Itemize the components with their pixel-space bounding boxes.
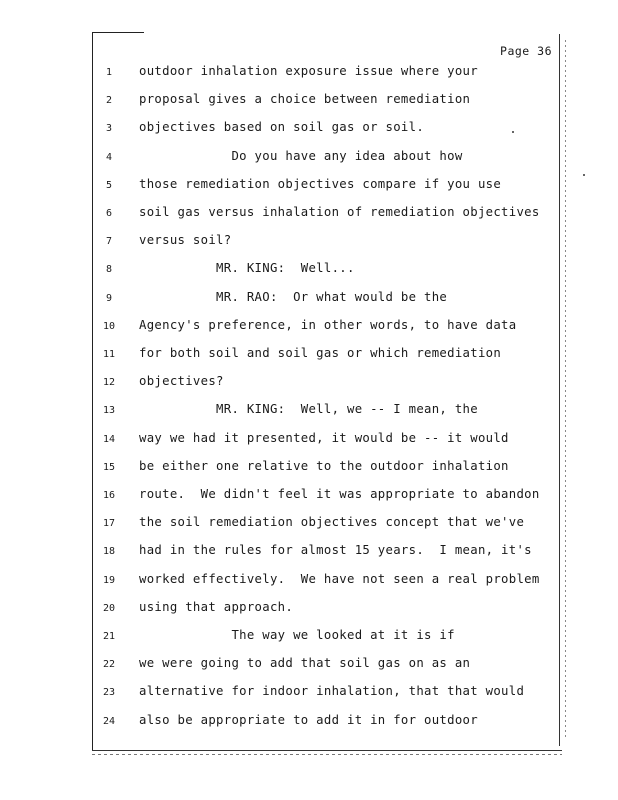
line-number: 24 [102,715,116,727]
line-number: 19 [102,574,116,586]
line-number: 21 [102,631,116,642]
transcript-line [0,177,600,197]
transcript-line [0,205,600,225]
line-text: Do you have any idea about how [139,148,463,163]
line-text: soil gas versus inhalation of remediation objectives [139,205,540,219]
line-text: Agency's preference, in other words, to have data [139,317,517,332]
page-number: Page 36 [500,44,552,58]
line-number: 8 [105,264,113,276]
line-text: MR. KING: Well... [139,261,355,276]
transcript-line [0,684,600,704]
line-text: had in the rules for almost 15 years. I mean, it's [139,543,532,558]
line-number: 4 [105,151,113,163]
transcript-line [0,515,600,535]
transcript-line [0,120,600,140]
transcript-line [0,656,600,676]
transcript-line [0,459,600,479]
transcript-line [0,64,600,84]
line-number: 20 [102,602,116,614]
line-text: those remediation objectives compare if you use [139,176,502,191]
page-frame-bottom-dotted [92,754,562,755]
line-text: alternative for indoor inhalation, that that would [139,684,525,699]
line-number: 13 [102,405,116,417]
line-text: outdoor inhalation exposure issue where your [139,64,478,78]
line-number: 17 [102,518,116,530]
line-text: the soil remediation objectives concept that we've [139,515,525,530]
transcript-line [0,543,600,563]
transcript-line [0,600,600,620]
line-number: 12 [102,377,116,389]
line-text: route. We didn't feel it was appropriate to abandon [139,487,540,501]
line-text: also be appropriate to add it in for outdoor [139,712,478,727]
transcript-line [0,290,600,310]
line-text: be either one relative to the outdoor inhalation [139,458,509,473]
transcript-line [0,713,600,733]
line-number: 9 [105,292,113,304]
transcript-line [0,233,600,253]
line-number: 7 [105,236,113,248]
line-text: for both soil and soil gas or which remediation [139,346,502,360]
line-number: 11 [102,349,116,360]
page-frame-bottom [92,750,562,751]
page-frame-tick [92,32,144,33]
line-number: 1 [105,67,113,78]
line-number: 23 [102,687,116,699]
line-number: 10 [102,320,116,332]
line-text: worked effectively. We have not seen a real problem [139,571,540,586]
transcript-line [0,431,600,451]
transcript-line [0,318,600,338]
line-text: MR. KING: Well, we -- I mean, the [139,402,478,417]
line-text: we were going to add that soil gas on as an [139,656,471,671]
line-number: 15 [102,461,116,473]
line-number: 16 [102,490,116,501]
line-number: 2 [105,95,113,107]
transcript-line [0,402,600,422]
transcript-line [0,487,600,507]
line-text: MR. RAO: Or what would be the [139,289,448,304]
line-text: using that approach. [139,599,294,614]
line-number: 22 [102,659,116,671]
line-number: 18 [102,546,116,558]
line-text: way we had it presented, it would be -- it would [139,430,509,445]
transcript-line [0,261,600,281]
transcript-line [0,374,600,394]
line-text: versus soil? [139,233,232,248]
line-number: 14 [102,433,116,445]
line-number: 5 [105,179,113,191]
line-text: objectives? [139,374,224,389]
line-text: The way we looked at it is if [139,628,455,642]
line-text: proposal gives a choice between remediation [139,92,471,107]
transcript-line [0,92,600,112]
transcript-line [0,346,600,366]
line-text: objectives based on soil gas or soil. [139,120,425,135]
transcript-line [0,628,600,648]
transcript-line [0,149,600,169]
transcript-line [0,572,600,592]
line-number: 3 [105,123,113,135]
line-number: 6 [105,208,113,219]
scan-speck [583,174,585,176]
